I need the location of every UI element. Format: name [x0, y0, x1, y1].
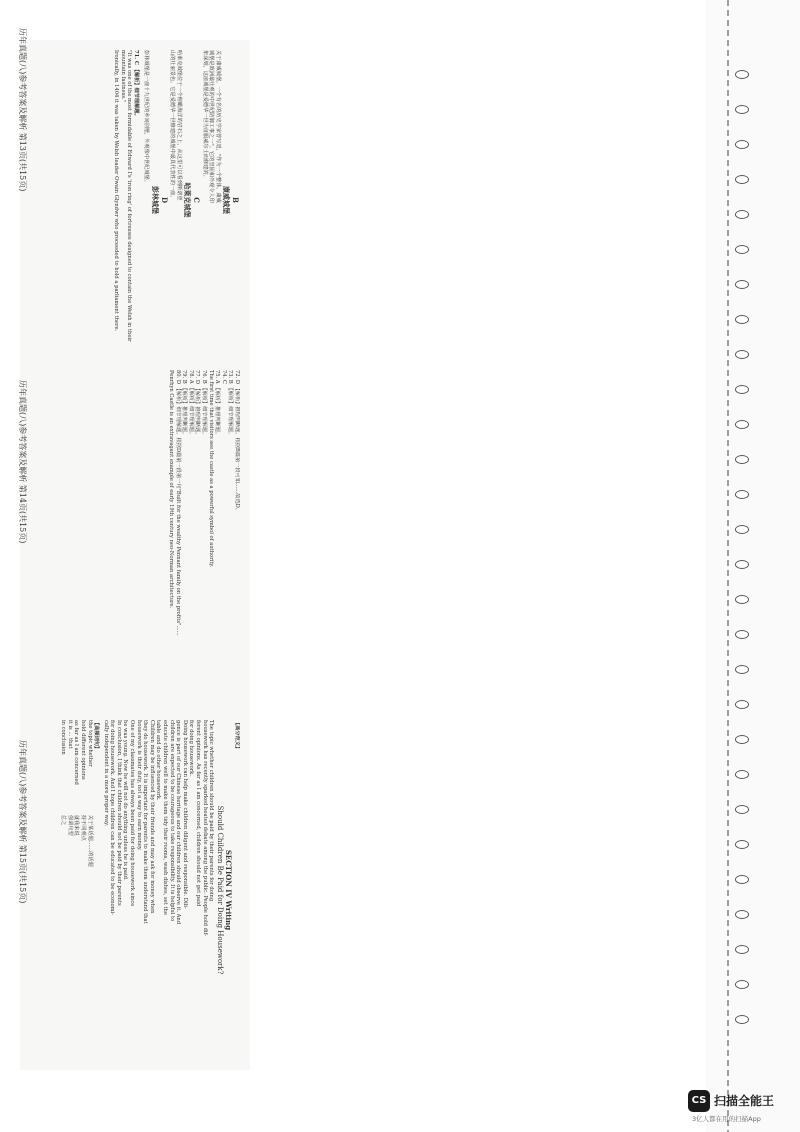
- brand-name: 扫描全能王: [714, 1094, 775, 1108]
- phrase-cn: 就我来说: [73, 814, 80, 836]
- page-footer-14: 历年真题(八)参考答案及解析 第14页(共15页): [18, 380, 27, 544]
- punch-hole: [735, 70, 749, 79]
- answer-line: 73. B 【解析】细节理解题。: [227, 370, 234, 438]
- punch-hole: [735, 770, 749, 779]
- section-b-subtitle: 康威城堡: [222, 186, 232, 214]
- phrases-english: [60, 720, 93, 785]
- text-line: 象深刻，这座城堡是爱德华一世为征服威尔士而修建的。: [201, 50, 208, 180]
- punch-hole: [735, 490, 749, 499]
- punch-hole: [735, 385, 749, 394]
- punch-hole: [735, 245, 749, 254]
- phrase-title: 【高频词句】: [93, 720, 100, 752]
- english-quote: "It was one of the most formidable of Edward I's 'iron ring' of fortresses designed to contain the Welsh in their mountain fastness.": [119, 50, 133, 342]
- punch-hole: [735, 910, 749, 919]
- essay-line: for doing housework. And I hope children can be educated to be economi-: [109, 720, 116, 915]
- punch-hole: [735, 455, 749, 464]
- punch-hole: [735, 805, 749, 814]
- punch-hole: [735, 700, 749, 709]
- section-c-subtitle: 哈莱克城堡: [183, 182, 193, 218]
- phrase-en: it is ... that: [66, 720, 73, 749]
- phrase-cn: 总之: [60, 814, 67, 826]
- essay-line: children are expected to be courageous to take responsibility. It is helpful to: [168, 720, 175, 922]
- punch-hole: [735, 840, 749, 849]
- punch-hole: [735, 315, 749, 324]
- essay-line: cally independent in a more proper way.: [102, 720, 109, 826]
- camscanner-logo: CS: [688, 1090, 710, 1112]
- page-footer-13: 历年真题(八)参考答案及解析 第13页(共15页): [18, 28, 27, 192]
- english-quote: Penrhyn Castle is an extravagant example of early 19th century neo-Norman architecture.: [168, 370, 175, 609]
- answer-line: 79. B 【解析】推理判断题。: [181, 370, 188, 438]
- essay-line: housework has recently sparked heated debate among the public. People hold dif-: [201, 720, 208, 937]
- text-line: 彭林城堡是一座十九世纪的乡间别墅，外观像中世纪城堡。: [143, 50, 150, 185]
- essay-line: Doing housework can help make children diligent and responsible. Dili-: [181, 720, 188, 909]
- text-line: 关于康威城堡，一个有名的历史学家曾写道，"作为一个整体，康威: [214, 50, 221, 203]
- punch-hole: [735, 595, 749, 604]
- essay-line: In conclusion, I think that children should not be paid by their parents: [115, 720, 122, 906]
- section-d-title: D: [159, 196, 169, 204]
- essay-line: for doing housework.: [188, 720, 195, 776]
- answer-line: 72. D 【解析】推理判断题。根据B篇第一段可知……故选D。: [234, 370, 240, 513]
- punch-hole: [735, 735, 749, 744]
- binding-dashed-line: [706, 0, 800, 1132]
- punch-hole: [735, 525, 749, 534]
- text-line: 哈莱克城堡位于一个俯瞰海洋的岩石之上，从这里可以看到斯诺登: [175, 50, 182, 201]
- punch-hole: [735, 280, 749, 289]
- english-quote: The first time that visitors see the castle as a powerful symbol of authority.: [207, 370, 214, 568]
- essay-line: they do housework. It is important for parents to make them understand that: [142, 720, 149, 924]
- punch-hole: [735, 175, 749, 184]
- page-footer-15: 历年真题(八)参考答案及解析 第15页(共15页): [18, 740, 27, 904]
- punch-hole: [735, 945, 749, 954]
- section-c-title: C: [192, 197, 202, 203]
- punch-hole: [735, 560, 749, 569]
- punch-hole: [735, 350, 749, 359]
- answer-line: 80. D 【解析】细节理解题。根据D篇第一段第一句"Built for the wealthy Pennant family on the profits"……: [174, 370, 181, 636]
- essay-line: housework is their duty, not a way to earn money.: [135, 720, 142, 851]
- phrase-en: the topic whether: [86, 720, 93, 767]
- punch-holes: [735, 70, 749, 1060]
- text-line: 山的壮丽景色。它是爱德华一世修建的城堡中最具代表性的一座。: [169, 50, 176, 201]
- answers-column: [167, 370, 240, 700]
- essay-line: educate children well to make them tidy their rooms, wash dishes, set the: [162, 720, 169, 915]
- essay-line: gence is part of our Chinese heritage and our children should observe it. And: [175, 720, 182, 925]
- essay-line: ferent opinions. As far as I am concerned, children should not get paid: [195, 720, 202, 907]
- section-iv-title: SECTION IV Writing: [224, 849, 234, 931]
- section-b-title: B: [231, 197, 240, 203]
- answer-line: 78. A 【解析】细节理解题。: [187, 370, 194, 438]
- essay-title: Should Children Be Paid for Doing Housework?: [215, 805, 224, 975]
- punch-hole: [735, 980, 749, 989]
- text-line: 城堡是欧洲最壮观的中世纪防御工事之一"。它的坚固和外观令人印: [208, 50, 215, 203]
- answer-line: 77. D 【解析】推理判断题。: [194, 370, 201, 438]
- answer-line: 75. A 【解析】推理判断题。: [214, 370, 221, 438]
- essay-line: he was young. Now he will not do anything unless he is paid.: [122, 720, 129, 881]
- phrase-cn: 关于某话题……的话题: [86, 814, 93, 867]
- phrase-en: as far as I am concerned: [73, 720, 80, 785]
- essay-line: table and do other housework.: [155, 720, 162, 801]
- part-label: 【高分范文】: [234, 720, 240, 752]
- punch-hole: [735, 665, 749, 674]
- page-13: [20, 40, 250, 1070]
- answer-line: 74. C: [220, 370, 227, 384]
- phrase-en: hold different opinions: [79, 720, 86, 780]
- phrases-chinese: [60, 815, 93, 867]
- brand-tagline: 3亿人都在用的扫描App: [692, 1115, 761, 1123]
- essay-line: The topic whether children should be paid by their parents for doing: [208, 720, 215, 902]
- english-quote: Ironically, in 1404 it was taken by Welsh leader Owain Glyndwr who proceeded to hold a parliament there.: [113, 50, 120, 332]
- punch-hole: [735, 875, 749, 884]
- punch-hole: [735, 630, 749, 639]
- essay-line: One of my classmates has always been paid for doing housework since: [129, 720, 136, 907]
- phrase-cn: 强调句型: [66, 814, 73, 836]
- answer-line: 76. B 【解析】细节理解题。: [201, 370, 208, 438]
- punch-hole: [735, 1015, 749, 1024]
- binding-strip: [706, 0, 800, 1132]
- punch-hole: [735, 140, 749, 149]
- phrase-en: in conclusion: [60, 720, 67, 755]
- writing-column: [60, 720, 240, 1060]
- phrase-table: [60, 720, 93, 1060]
- punch-hole: [735, 420, 749, 429]
- punch-hole: [735, 105, 749, 114]
- punch-hole: [735, 210, 749, 219]
- scanner-watermark: [688, 1088, 800, 1128]
- section-d-subtitle: 彭林城堡: [151, 186, 161, 214]
- answer-71: 71. C 【解析】细节理解题。: [132, 50, 139, 119]
- section-b: [113, 50, 241, 350]
- essay-line: Children may be influenced by their friends and may ask for money when: [148, 720, 155, 914]
- phrase-cn: 持不同观点: [79, 814, 86, 841]
